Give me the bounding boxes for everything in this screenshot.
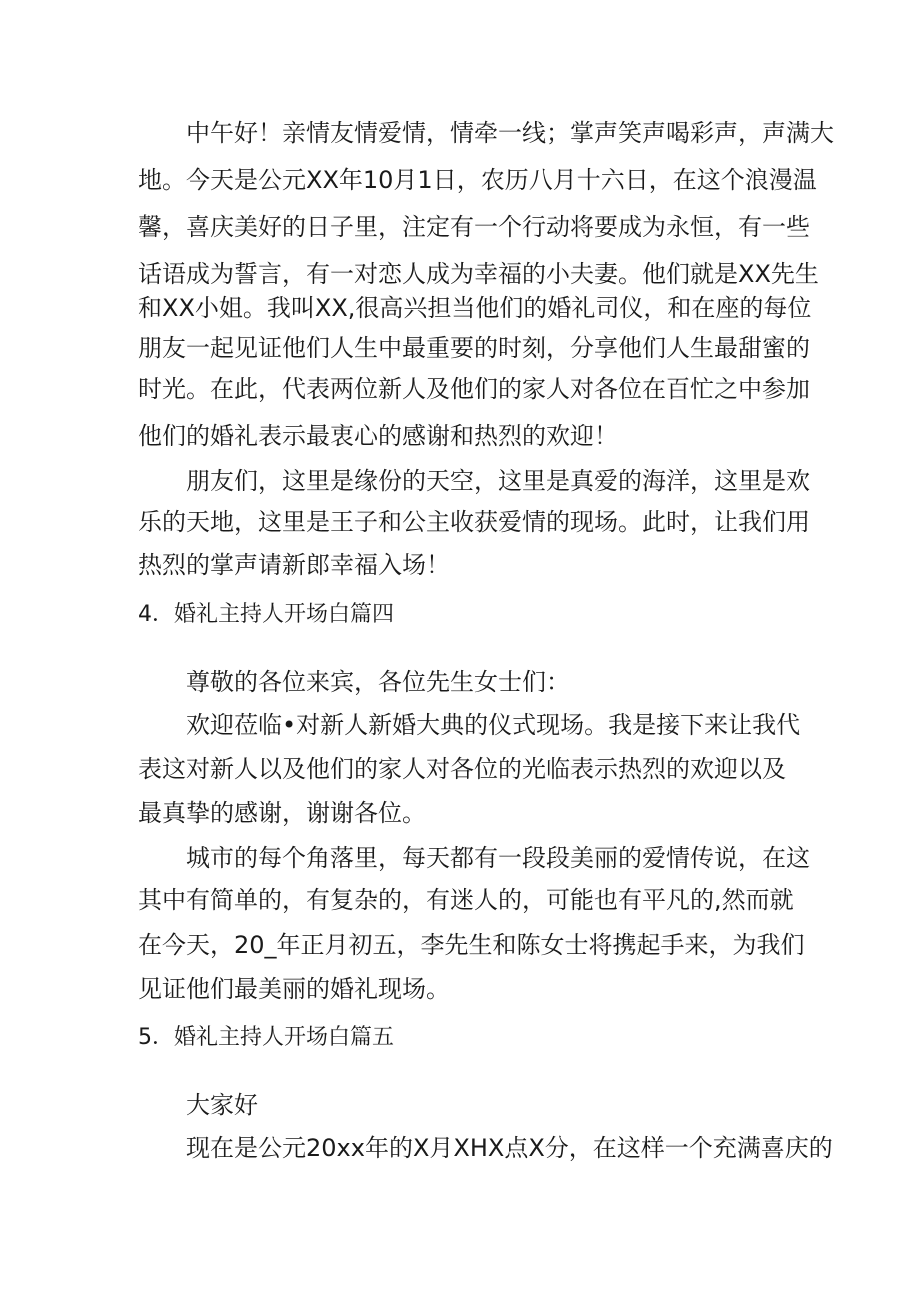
paragraph-line: 朋友们，这里是缘份的天空，这里是真爱的海洋，这里是欢 [186, 467, 810, 495]
paragraph-line: 中午好！亲情友情爱情，情牵一线；掌声笑声喝彩声，声满大 [186, 119, 834, 147]
paragraph-line: 时光。在此，代表两位新人及他们的家人对各位在百忙之中参加 [138, 375, 810, 403]
paragraph-line: 城市的每个角落里，每天都有一段段美丽的爱情传说，在这 [186, 844, 810, 872]
paragraph-line: 馨，喜庆美好的日子里，注定有一个行动将要成为永恒，有一些 [138, 213, 810, 241]
greeting-line: 大家好 [186, 1091, 258, 1119]
paragraph-line: 在今天，20_年正月初五，李先生和陈女士将携起手来，为我们 [138, 931, 805, 959]
paragraph-line: 和XX小姐。我叫XX,很高兴担当他们的婚礼司仪，和在座的每位 [138, 294, 812, 322]
paragraph-line: 其中有简单的，有复杂的，有迷人的，可能也有平凡的,然而就 [138, 886, 794, 914]
section-heading: 4．婚礼主持人开场白篇四 [138, 602, 394, 627]
paragraph-line: 欢迎莅临•对新人新婚大典的仪式现场。我是接下来让我代 [186, 711, 801, 739]
greeting-line: 尊敬的各位来宾，各位先生女士们： [186, 668, 570, 696]
paragraph-line: 他们的婚礼表示最衷心的感谢和热烈的欢迎！ [138, 422, 618, 450]
paragraph-line: 地。今天是公元XX年10月1日，农历八月十六日，在这个浪漫温 [138, 166, 817, 194]
paragraph-line: 热烈的掌声请新郎幸福入场！ [138, 551, 450, 579]
section-heading: 5．婚礼主持人开场白篇五 [138, 1025, 394, 1050]
paragraph-line: 见证他们最美丽的婚礼现场。 [138, 975, 450, 1003]
paragraph-line: 话语成为誓言，有一对恋人成为幸福的小夫妻。他们就是XX先生 [138, 260, 819, 288]
paragraph-line: 朋友一起见证他们人生中最重要的时刻，分享他们人生最甜蜜的 [138, 334, 810, 362]
paragraph-line: 现在是公元20xx年的X月XHX点X分，在这样一个充满喜庆的 [186, 1134, 833, 1162]
paragraph-line: 最真挚的感谢，谢谢各位。 [138, 799, 426, 827]
paragraph-line: 乐的天地，这里是王子和公主收获爱情的现场。此时，让我们用 [138, 508, 810, 536]
paragraph-line: 表这对新人以及他们的家人对各位的光临表示热烈的欢迎以及 [138, 755, 786, 783]
